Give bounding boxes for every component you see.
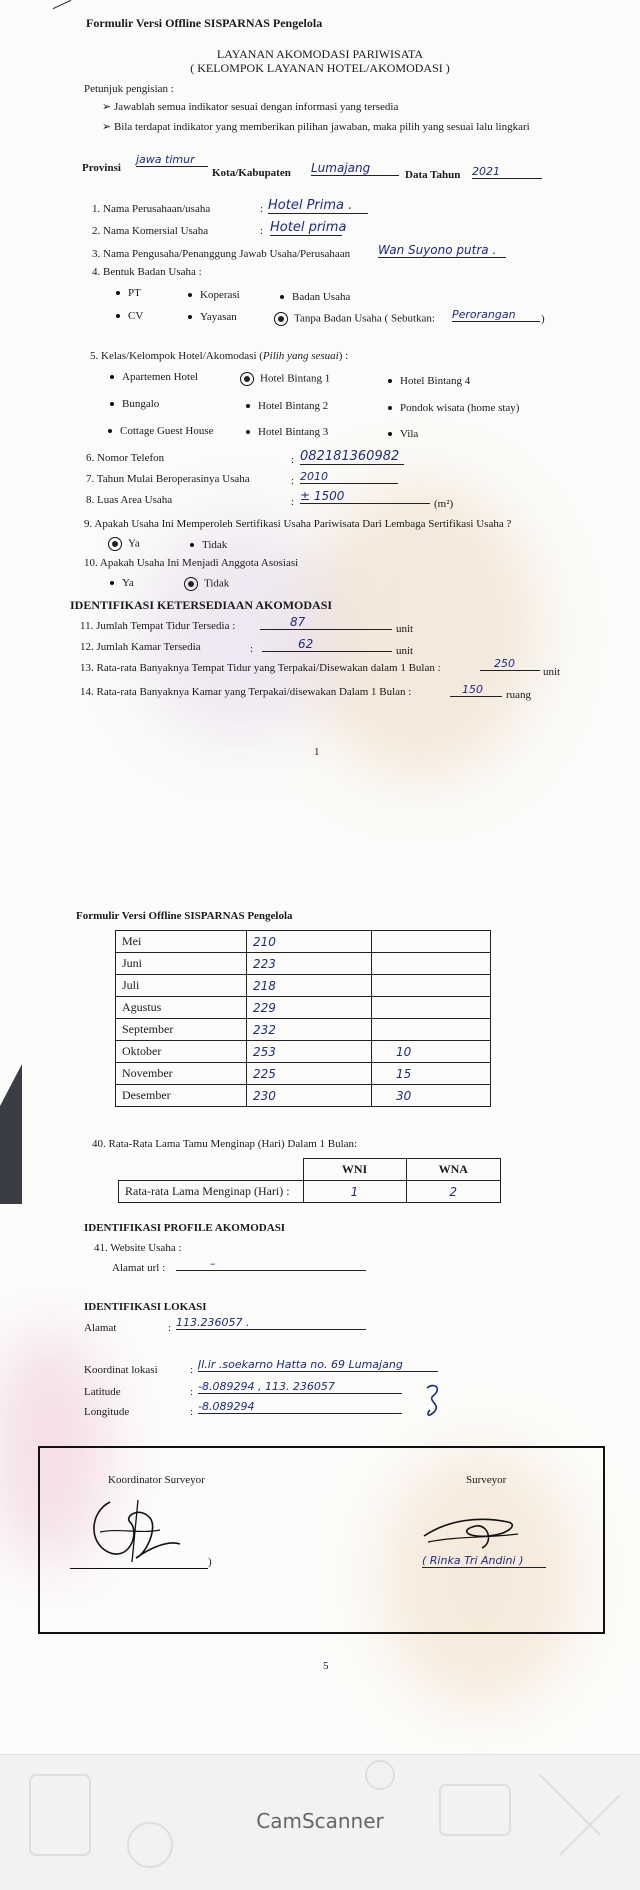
wni-cell[interactable]: 230 — [247, 1085, 372, 1107]
q3-field[interactable]: Wan Suyono putra . — [378, 243, 506, 258]
option-bintang-3[interactable]: Hotel Bintang 3 — [246, 426, 328, 438]
stay-table — [118, 1158, 501, 1203]
month-cell: Juli — [116, 975, 247, 997]
q7-label: 7. Tahun Mulai Beroperasinya Usaha — [86, 473, 250, 485]
stay-row-label: Rata-rata Lama Menginap (Hari) : — [119, 1181, 304, 1203]
stay-wni-value[interactable]: 1 — [303, 1181, 406, 1203]
option-bungalo[interactable]: Bungalo — [110, 398, 159, 410]
option-yayasan[interactable]: Yayasan — [188, 311, 237, 323]
q13-unit: unit — [543, 666, 561, 678]
q14-unit: ruang — [506, 689, 532, 701]
option-bintang-1[interactable]: Hotel Bintang 1 — [240, 372, 330, 386]
camscanner-brand: CamScanner — [256, 1809, 384, 1833]
table-row — [116, 931, 491, 953]
scan-edge — [0, 1064, 22, 1204]
q40-label: 40. Rata-Rata Lama Tamu Menginap (Hari) Dalam 1 Bulan: — [92, 1138, 358, 1150]
colon: : — [260, 225, 264, 237]
petunjuk-label: Petunjuk pengisian : — [84, 83, 174, 95]
alamat-url-label: Alamat url : — [112, 1262, 166, 1274]
circled-choice-icon — [240, 372, 254, 386]
q11-unit: unit — [396, 623, 414, 635]
koordinat-field[interactable]: Jl.ir .soekarno Hatta no. 69 Lumajang — [198, 1358, 438, 1372]
page-number: 5 — [323, 1660, 329, 1672]
longitude-label: Longitude — [84, 1406, 130, 1418]
latitude-field[interactable]: -8.089294 , 113. 236057 — [198, 1380, 402, 1394]
month-cell: Agustus — [116, 997, 247, 1019]
wni-cell[interactable]: 253 — [247, 1041, 372, 1063]
q14-label: 14. Rata-rata Banyaknya Kamar yang Terpakai/disewakan Dalam 1 Bulan : — [80, 686, 412, 698]
bullet-icon — [108, 429, 112, 433]
q5-label: 5. Kelas/Kelompok Hotel/Akomodasi (Pilih yang sesuai) : — [90, 350, 349, 362]
q11-field[interactable]: 87 — [260, 615, 392, 630]
signature-box — [38, 1446, 605, 1634]
coordinator-close: ) — [208, 1556, 212, 1568]
wni-cell[interactable]: 210 — [247, 931, 372, 953]
option-bintang-2[interactable]: Hotel Bintang 2 — [246, 400, 328, 412]
longitude-field[interactable]: -8.089294 — [198, 1400, 402, 1414]
q10-option-tidak[interactable]: Tidak — [184, 577, 229, 591]
bullet-icon — [246, 404, 250, 408]
arrow-icon: ➢ — [102, 121, 114, 133]
alamat-field[interactable]: 113.236057 . — [176, 1316, 366, 1330]
handwritten-mark-icon — [422, 1382, 444, 1420]
q10-option-ya[interactable]: Ya — [110, 577, 134, 589]
section-lokasi: IDENTIFIKASI LOKASI — [84, 1301, 207, 1313]
q1-field[interactable]: Hotel Prima . — [268, 198, 368, 214]
page-number: 1 — [314, 746, 320, 758]
option-pt[interactable]: PT — [116, 287, 141, 299]
option-cottage[interactable]: Cottage Guest House — [108, 425, 213, 437]
month-cell: September — [116, 1019, 247, 1041]
wna-cell[interactable] — [372, 975, 491, 997]
colon: : — [291, 454, 295, 466]
month-cell: November — [116, 1063, 247, 1085]
q11-label: 11. Jumlah Tempat Tidur Tersedia : — [80, 620, 236, 632]
month-cell: Juni — [116, 953, 247, 975]
wni-cell[interactable]: 225 — [247, 1063, 372, 1085]
monthly-table — [115, 930, 491, 1107]
wna-cell[interactable]: 10 — [372, 1041, 491, 1063]
petunjuk-item: ➢ Jawablah semua indikator sesuai dengan informasi yang tersedia — [102, 101, 399, 113]
wna-cell[interactable]: 30 — [372, 1085, 491, 1107]
colon: : — [250, 643, 254, 655]
form-title: Formulir Versi Offline SISPARNAS Pengelola — [86, 16, 323, 30]
q41-label: 41. Website Usaha : — [94, 1242, 182, 1254]
kota-field[interactable]: Lumajang — [311, 161, 399, 176]
q12-label: 12. Jumlah Kamar Tersedia — [80, 641, 201, 653]
q2-field[interactable]: Hotel prima — [270, 220, 347, 235]
surveyor-signature-icon — [418, 1506, 528, 1556]
wna-cell[interactable] — [372, 1019, 491, 1041]
q3-label: 3. Nama Pengusaha/Penanggung Jawab Usaha/Perusahaan — [92, 248, 351, 260]
bullet-icon — [110, 375, 114, 379]
bullet-icon — [388, 406, 392, 410]
section-profile: IDENTIFIKASI PROFILE AKOMODASI — [84, 1222, 286, 1234]
wni-cell[interactable]: 232 — [247, 1019, 372, 1041]
circled-choice-icon — [274, 312, 288, 326]
bullet-icon — [280, 295, 284, 299]
col-wni: WNI — [303, 1159, 406, 1181]
wni-cell[interactable]: 229 — [247, 997, 372, 1019]
wni-cell[interactable]: 223 — [247, 953, 372, 975]
provinsi-label: Provinsi — [82, 162, 121, 174]
colon: : — [190, 1364, 194, 1376]
option-badan-usaha[interactable]: Badan Usaha — [280, 291, 350, 303]
wna-cell[interactable] — [372, 953, 491, 975]
colon: : — [291, 496, 295, 508]
q2-label: 2. Nama Komersial Usaha — [92, 225, 209, 237]
alamat-url-field[interactable]: – — [176, 1257, 366, 1271]
stay-table-corner — [119, 1159, 304, 1181]
form-page-1 — [0, 0, 640, 888]
bullet-icon — [116, 314, 120, 318]
stay-wna-value[interactable]: 2 — [406, 1181, 501, 1203]
table-row — [116, 953, 491, 975]
petunjuk-item: ➢ Bila terdapat indikator yang memberikan pilihan jawaban, maka pilih yang sesuai lalu lingkari — [102, 121, 530, 133]
bullet-icon — [388, 379, 392, 383]
bullet-icon — [110, 581, 114, 585]
provinsi-field[interactable]: jawa timur — [136, 153, 208, 167]
wni-cell[interactable]: 218 — [247, 975, 372, 997]
q12-field[interactable]: 62 — [262, 637, 392, 652]
table-row — [116, 1063, 491, 1085]
coordinator-title: Koordinator Surveyor — [108, 1474, 205, 1486]
q13-field[interactable]: 250 — [480, 657, 540, 671]
q7-field[interactable]: 2010 — [300, 470, 398, 484]
page2-title: Formulir Versi Offline SISPARNAS Pengelola — [76, 910, 293, 922]
table-row — [116, 975, 491, 997]
option-home-stay[interactable]: Pondok wisata (home stay) — [388, 402, 519, 414]
option-apartemen-hotel[interactable]: Apartemen Hotel — [110, 371, 198, 383]
table-row — [116, 1019, 491, 1041]
option-cv[interactable]: CV — [116, 310, 143, 322]
table-row — [116, 1041, 491, 1063]
q6-field[interactable]: 082181360982 — [300, 449, 404, 465]
heading-line-2: ( KELOMPOK LAYANAN HOTEL/AKOMODASI ) — [190, 61, 450, 75]
table-row — [116, 997, 491, 1019]
q1-label: 1. Nama Perusahaan/usaha — [92, 203, 211, 215]
wna-cell[interactable] — [372, 931, 491, 953]
option-koperasi[interactable]: Koperasi — [188, 289, 240, 301]
q9-label: 9. Apakah Usaha Ini Memperoleh Sertifikasi Usaha Pariwisata Dari Lembaga Sertifikasi Usaha ? — [84, 518, 512, 530]
month-cell: Desember — [116, 1085, 247, 1107]
surveyor-name: ( Rinka Tri Andini ) — [422, 1554, 546, 1568]
q13-label: 13. Rata-rata Banyaknya Tempat Tidur yang Terpakai/Disewakan dalam 1 Bulan : — [80, 662, 441, 674]
close-paren: ) — [541, 313, 545, 325]
q14-field[interactable]: 150 — [450, 683, 502, 697]
arrow-icon: ➢ — [102, 101, 114, 113]
kota-label: Kota/Kabupaten — [212, 167, 291, 179]
latitude-label: Latitude — [84, 1386, 121, 1398]
bullet-icon — [188, 315, 192, 319]
tahun-label: Data Tahun — [405, 169, 461, 181]
wna-cell[interactable]: 15 — [372, 1063, 491, 1085]
colon: : — [260, 203, 264, 215]
month-cell: Oktober — [116, 1041, 247, 1063]
q9-option-ya[interactable]: Ya — [108, 537, 140, 551]
option-vila[interactable]: Vila — [388, 428, 418, 440]
bullet-icon — [188, 293, 192, 297]
camscanner-footer — [0, 1754, 640, 1890]
colon: : — [190, 1406, 194, 1418]
table-row — [116, 1085, 491, 1107]
circled-choice-icon — [184, 577, 198, 591]
bullet-icon — [190, 543, 194, 547]
month-cell: Mei — [116, 931, 247, 953]
bullet-icon — [116, 291, 120, 295]
q9-option-tidak[interactable]: Tidak — [190, 539, 227, 551]
coordinator-signature-icon — [80, 1492, 190, 1570]
colon: : — [291, 475, 295, 487]
q8-label: 8. Luas Area Usaha — [86, 494, 173, 506]
wna-cell[interactable] — [372, 997, 491, 1019]
coordinator-signature-line — [70, 1568, 208, 1569]
sebutkan-field[interactable]: Perorangan — [452, 308, 540, 322]
option-tanpa-badan-usaha[interactable]: Tanpa Badan Usaha ( Sebutkan: — [274, 312, 435, 326]
colon: : — [190, 1386, 194, 1398]
q8-field[interactable]: ± 1500 — [300, 489, 430, 504]
tahun-field[interactable]: 2021 — [472, 165, 542, 179]
option-bintang-4[interactable]: Hotel Bintang 4 — [388, 375, 470, 387]
scan-edge — [53, 0, 72, 9]
colon: : — [168, 1322, 172, 1334]
bullet-icon — [110, 402, 114, 406]
q12-unit: unit — [396, 645, 414, 657]
section-ketersediaan: IDENTIFIKASI KETERSEDIAAN AKOMODASI — [70, 598, 333, 612]
q4-label: 4. Bentuk Badan Usaha : — [92, 266, 202, 278]
koordinat-label: Koordinat lokasi — [84, 1364, 158, 1376]
q10-label: 10. Apakah Usaha Ini Menjadi Anggota Asosiasi — [84, 557, 299, 569]
bullet-icon — [388, 432, 392, 436]
q8-unit: (m²) — [434, 498, 454, 510]
heading-line-1: LAYANAN AKOMODASI PARIWISATA — [216, 47, 424, 61]
surveyor-title: Surveyor — [466, 1474, 507, 1486]
col-wna: WNA — [406, 1159, 501, 1181]
alamat-label: Alamat — [84, 1322, 117, 1334]
q6-label: 6. Nomor Telefon — [86, 452, 165, 464]
bullet-icon — [246, 430, 250, 434]
circled-choice-icon — [108, 537, 122, 551]
